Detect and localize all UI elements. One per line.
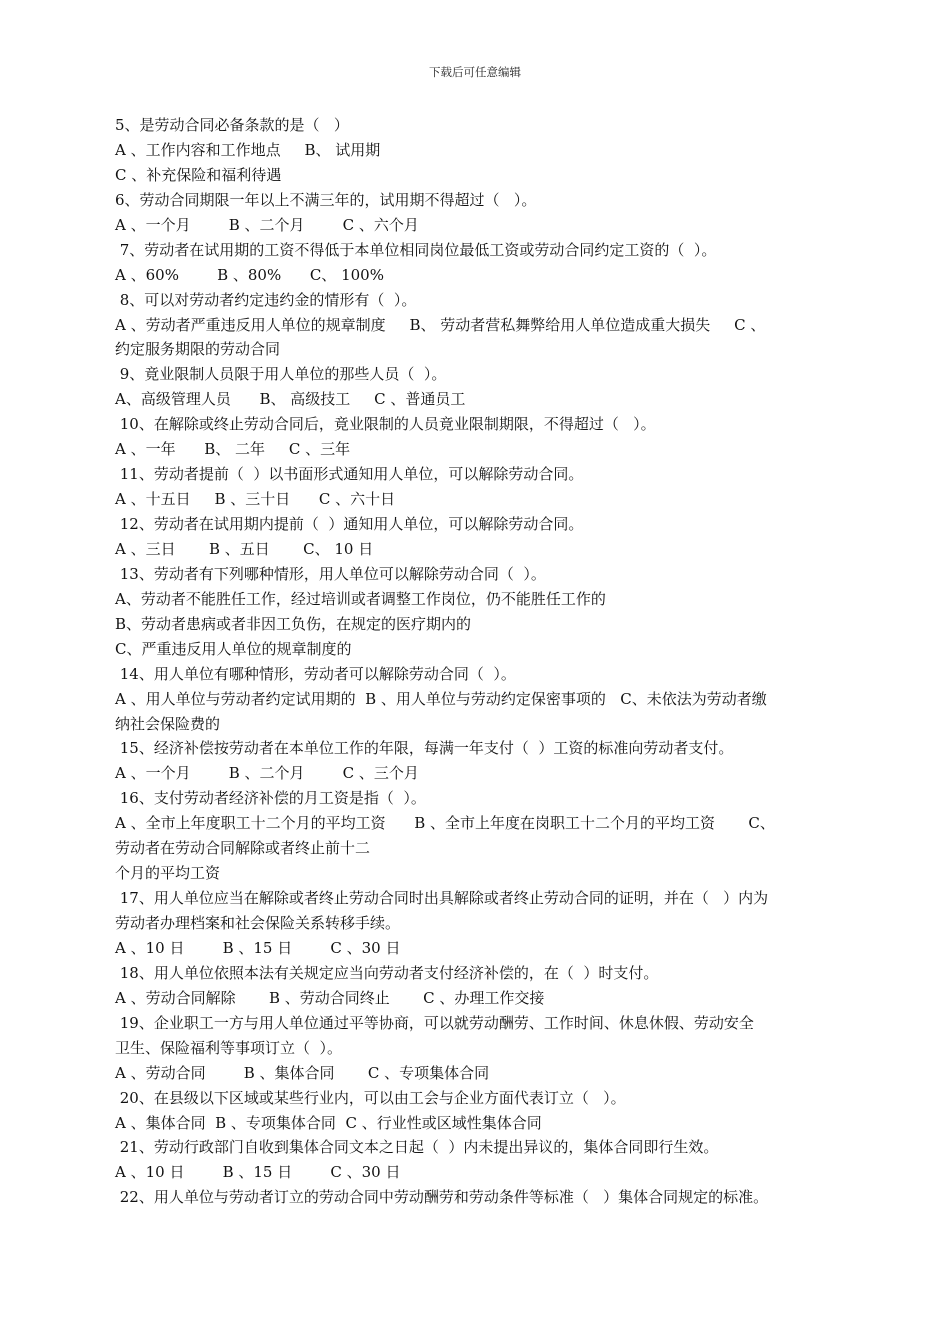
document-line: 10、在解除或终止劳动合同后，竟业限制的人员竟业限制期限，不得超过（ ）。 (115, 415, 656, 434)
document-line: 22、用人单位与劳动者订立的劳动合同中劳动酬劳和劳动条件等标准（ ）集体合同规定的标准。 (115, 1188, 769, 1207)
page-header: 下载后可任意编辑 (429, 65, 521, 79)
document-line: A 、用人单位与劳动者约定试用期的 B 、用人单位与劳动约定保密事项的 C、未依法为劳动者缴 (115, 689, 767, 708)
document-line: A 、全市上年度职工十二个月的平均工资 B 、全市上年度在岗职工十二个月的平均工资 C、 (115, 814, 775, 833)
document-line: 劳动者办理档案和社会保险关系转移手续。 (115, 914, 401, 932)
document-line: A 、60% B 、80% C、 100% (115, 265, 384, 284)
document-line: 9、竟业限制人员限于用人单位的那些人员（ ）。 (115, 365, 447, 384)
document-line: 12、劳动者在试用期内提前（ ）通知用人单位，可以解除劳动合同。 (115, 515, 584, 533)
document-line: C 、补充保险和福利待遇 (115, 165, 282, 184)
document-line: A、高级管理人员 B、 高级技工 C 、普通员工 (115, 390, 466, 409)
document-line: 劳动者在劳动合同解除或者终止前十二 (115, 839, 371, 858)
document-line: A 、一个月 B 、二个月 C 、六个月 (115, 215, 419, 234)
document-body (115, 113, 840, 1210)
document-line: 5、是劳动合同必备条款的是（ ） (115, 116, 349, 134)
document-line: A 、一个月 B 、二个月 C 、三个月 (115, 764, 419, 783)
document-line: 纳社会保险费的 (115, 714, 221, 733)
document-line: 约定服务期限的劳动合同 (115, 340, 281, 359)
document-line: B、劳动者患病或者非因工负伤，在规定的医疗期内的 (115, 614, 472, 633)
document-line: A 、10 日 B 、15 日 C 、30 日 (115, 1163, 401, 1182)
document-line: 18、用人单位依照本法有关规定应当向劳动者支付经济补偿的，在（ ）时支付。 (115, 963, 659, 982)
document-line: 20、在县级以下区域或某些行业内，可以由工会与企业方面代表订立（ ）。 (115, 1088, 626, 1107)
document-line: 6、劳动合同期限一年以上不满三年的，试用期不得超过（ ）。 (115, 190, 537, 209)
document-line: 17、用人单位应当在解除或者终止劳动合同时出具解除或者终止劳动合同的证明，并在（ ）内为 (115, 889, 769, 908)
document-line: A 、一年 B、 二年 C 、三年 (115, 440, 351, 459)
document-line: 19、企业职工一方与用人单位通过平等协商，可以就劳动酬劳、工作时间、休息休假、劳动安全 (115, 1013, 754, 1032)
document-line: A 、劳动合同解除 B 、劳动合同终止 C 、办理工作交接 (115, 988, 545, 1007)
document-line: 8、可以对劳动者约定违约金的情形有（ ）。 (115, 290, 417, 309)
document-line: 卫生、保险福利等事项订立（ ）。 (115, 1038, 343, 1057)
document-line: 11、劳动者提前（ ）以书面形式通知用人单位，可以解除劳动合同。 (115, 465, 584, 484)
document-line: A 、10 日 B 、15 日 C 、30 日 (115, 938, 401, 957)
document-line: A 、劳动者严重违反用人单位的规章制度 B、 劳动者营私舞弊给用人单位造成重大损失 C 、 (115, 315, 766, 334)
document-line: A 、十五日 B 、三十日 C 、六十日 (115, 490, 396, 509)
document-line: 21、劳动行政部门自收到集体合同文本之日起（ ）内未提出异议的，集体合同即行生效。 (115, 1138, 719, 1157)
document-line: 个月的平均工资 (115, 864, 221, 883)
document-line: 13、劳动者有下列哪种情形，用人单位可以解除劳动合同（ ）。 (115, 564, 546, 583)
document-line: A 、工作内容和工作地点 B、 试用期 (115, 140, 381, 159)
document-line: A、劳动者不能胜任工作，经过培训或者调整工作岗位，仍不能胜任工作的 (115, 589, 606, 608)
document-line: 7、劳动者在试用期的工资不得低于本单位相同岗位最低工资或劳动合同约定工资的（ ）。 (115, 240, 717, 259)
document-line: A 、劳动合同 B 、集体合同 C 、专项集体合同 (115, 1063, 490, 1082)
document-line: 14、用人单位有哪种情形，劳动者可以解除劳动合同（ ）。 (115, 664, 516, 683)
document-line: A 、集体合同 B 、专项集体合同 C 、行业性或区域性集体合同 (115, 1113, 542, 1132)
document-line: A 、三日 B 、五日 C、 10 日 (115, 539, 374, 558)
document-line: C、严重违反用人单位的规章制度的 (115, 639, 352, 658)
document-line: 16、支付劳动者经济补偿的月工资是指（ ）。 (115, 789, 426, 808)
document-line: 15、经济补偿按劳动者在本单位工作的年限，每满一年支付（ ）工资的标准向劳动者支付。 (115, 739, 734, 758)
